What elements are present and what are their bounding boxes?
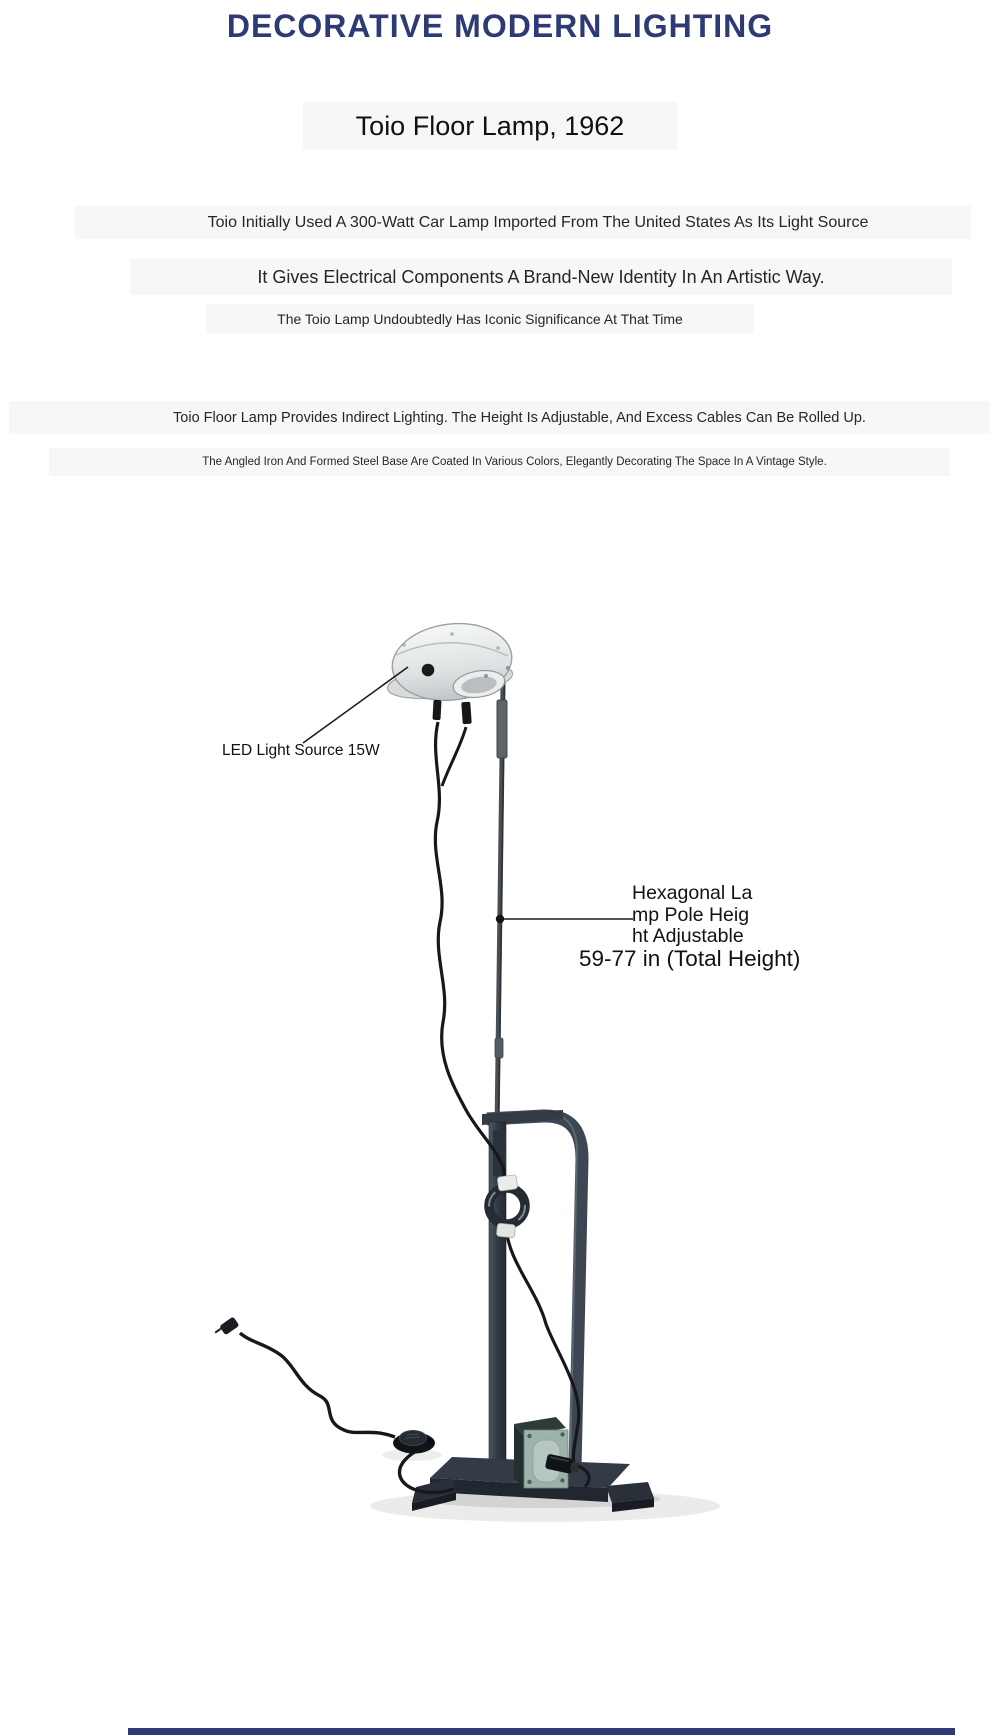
description-line-4: Toio Floor Lamp Provides Indirect Lighting. The Height Is Adjustable, And Excess Cables Can Be Rolled Up. [9,401,990,434]
description-line-2: It Gives Electrical Components A Brand-New Identity In An Artistic Way. [130,259,952,295]
led-annotation-label: LED Light Source 15W [222,742,380,759]
pole-dot [496,915,504,923]
head-connector [432,700,441,720]
pole-annotation-line: mp Pole Heig [632,903,750,926]
power-cable [435,722,578,1462]
description-line-3: The Toio Lamp Undoubtedly Has Iconic Significance At That Time [206,304,754,334]
cord-plug [213,1316,239,1339]
page-heading: DECORATIVE MODERN LIGHTING [226,8,774,44]
pole-joint-lower [495,1038,503,1058]
lamp-illustration [0,560,1000,1735]
total-height-label: 59-77 in (Total Height) [579,946,801,971]
pole-annotation-label [632,883,752,948]
led-dot [422,664,435,677]
foot-switch [393,1431,435,1454]
pole-annotation-line: Hexagonal La [632,882,753,904]
head-connector [461,702,472,725]
description-line-1: Toio Initially Used A 300-Watt Car Lamp Imported From The United States As Its Light Source [75,206,971,239]
power-cord [240,1333,454,1492]
bottom-accent-bar [128,1728,955,1735]
pole-joint-upper [497,700,507,758]
led-leader-line [303,667,408,743]
description-line-5: The Angled Iron And Formed Steel Base Are Coated In Various Colors, Elegantly Decorating The Space In A Vintage Style. [49,448,950,476]
product-title: Toio Floor Lamp, 1962 [303,102,677,150]
pole-annotation-line: ht Adjustable [632,925,744,947]
